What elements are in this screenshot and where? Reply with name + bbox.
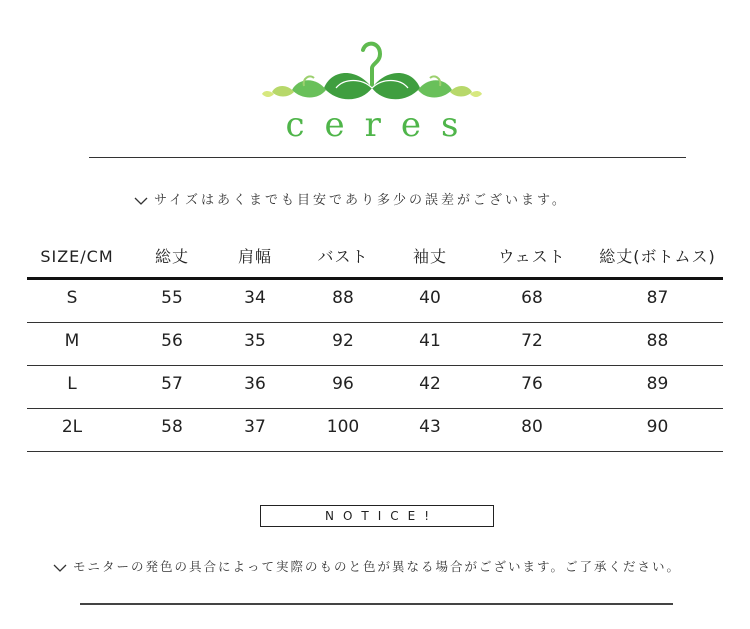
row-sleeve: 43 — [419, 417, 441, 437]
row-bust: 92 — [332, 331, 354, 351]
row-bottoms-length: 88 — [646, 331, 669, 351]
color-note — [53, 557, 681, 575]
row-shoulder: 35 — [244, 331, 266, 351]
row-bottoms-length: 89 — [646, 374, 669, 394]
size-note — [134, 189, 568, 208]
row-size: M — [64, 331, 80, 351]
row-length: 57 — [161, 374, 183, 394]
row-sleeve: 41 — [419, 331, 441, 351]
row-size: L — [67, 374, 77, 394]
row-length: 56 — [161, 331, 183, 351]
header-waist: ウェスト — [498, 247, 566, 266]
chevron-down-icon — [134, 196, 148, 206]
row-waist: 76 — [521, 374, 543, 394]
row-bottoms-length: 87 — [646, 288, 669, 308]
table-row — [27, 280, 723, 323]
row-shoulder: 34 — [244, 288, 266, 308]
row-bust: 100 — [326, 417, 360, 437]
row-waist: 68 — [521, 288, 543, 308]
table-row — [27, 366, 723, 409]
header-bottoms-length: 総丈(ボトムス) — [599, 247, 716, 266]
row-waist: 72 — [521, 331, 543, 351]
row-bottoms-length: 90 — [646, 417, 669, 437]
header-shoulder: 肩幅 — [237, 247, 272, 266]
row-bust: 96 — [332, 374, 354, 394]
row-length: 58 — [161, 417, 183, 437]
notice-box: NOTICE! — [260, 505, 494, 527]
row-bust: 88 — [332, 288, 354, 308]
table-row — [27, 323, 723, 366]
header-bust: バスト — [317, 247, 369, 266]
color-note-text: モニターの発色の具合によって実際のものと色が異なる場合がございます。ご了承ください。 — [73, 559, 682, 574]
row-size: S — [66, 288, 78, 308]
table-header — [27, 243, 723, 277]
table-row — [27, 409, 723, 452]
top-divider — [89, 157, 686, 158]
chevron-down-icon — [53, 563, 67, 573]
size-table — [27, 243, 723, 437]
header-size: SIZE/CM — [40, 247, 114, 266]
row-shoulder: 36 — [244, 374, 266, 394]
brand-wordmark: ceres — [285, 105, 479, 145]
row-sleeve: 42 — [419, 374, 441, 394]
header-sleeve: 袖丈 — [412, 247, 447, 266]
header-length: 総丈 — [154, 247, 189, 266]
row-length: 55 — [161, 288, 183, 308]
row-waist: 80 — [521, 417, 543, 437]
row-shoulder: 37 — [244, 417, 266, 437]
hanger-leaves-icon — [262, 28, 482, 108]
size-note-text: サイズはあくまでも目安であり多少の誤差がございます。 — [154, 193, 568, 208]
row-size: 2L — [61, 417, 83, 437]
bottom-divider — [80, 603, 673, 605]
row-sleeve: 40 — [419, 288, 441, 308]
